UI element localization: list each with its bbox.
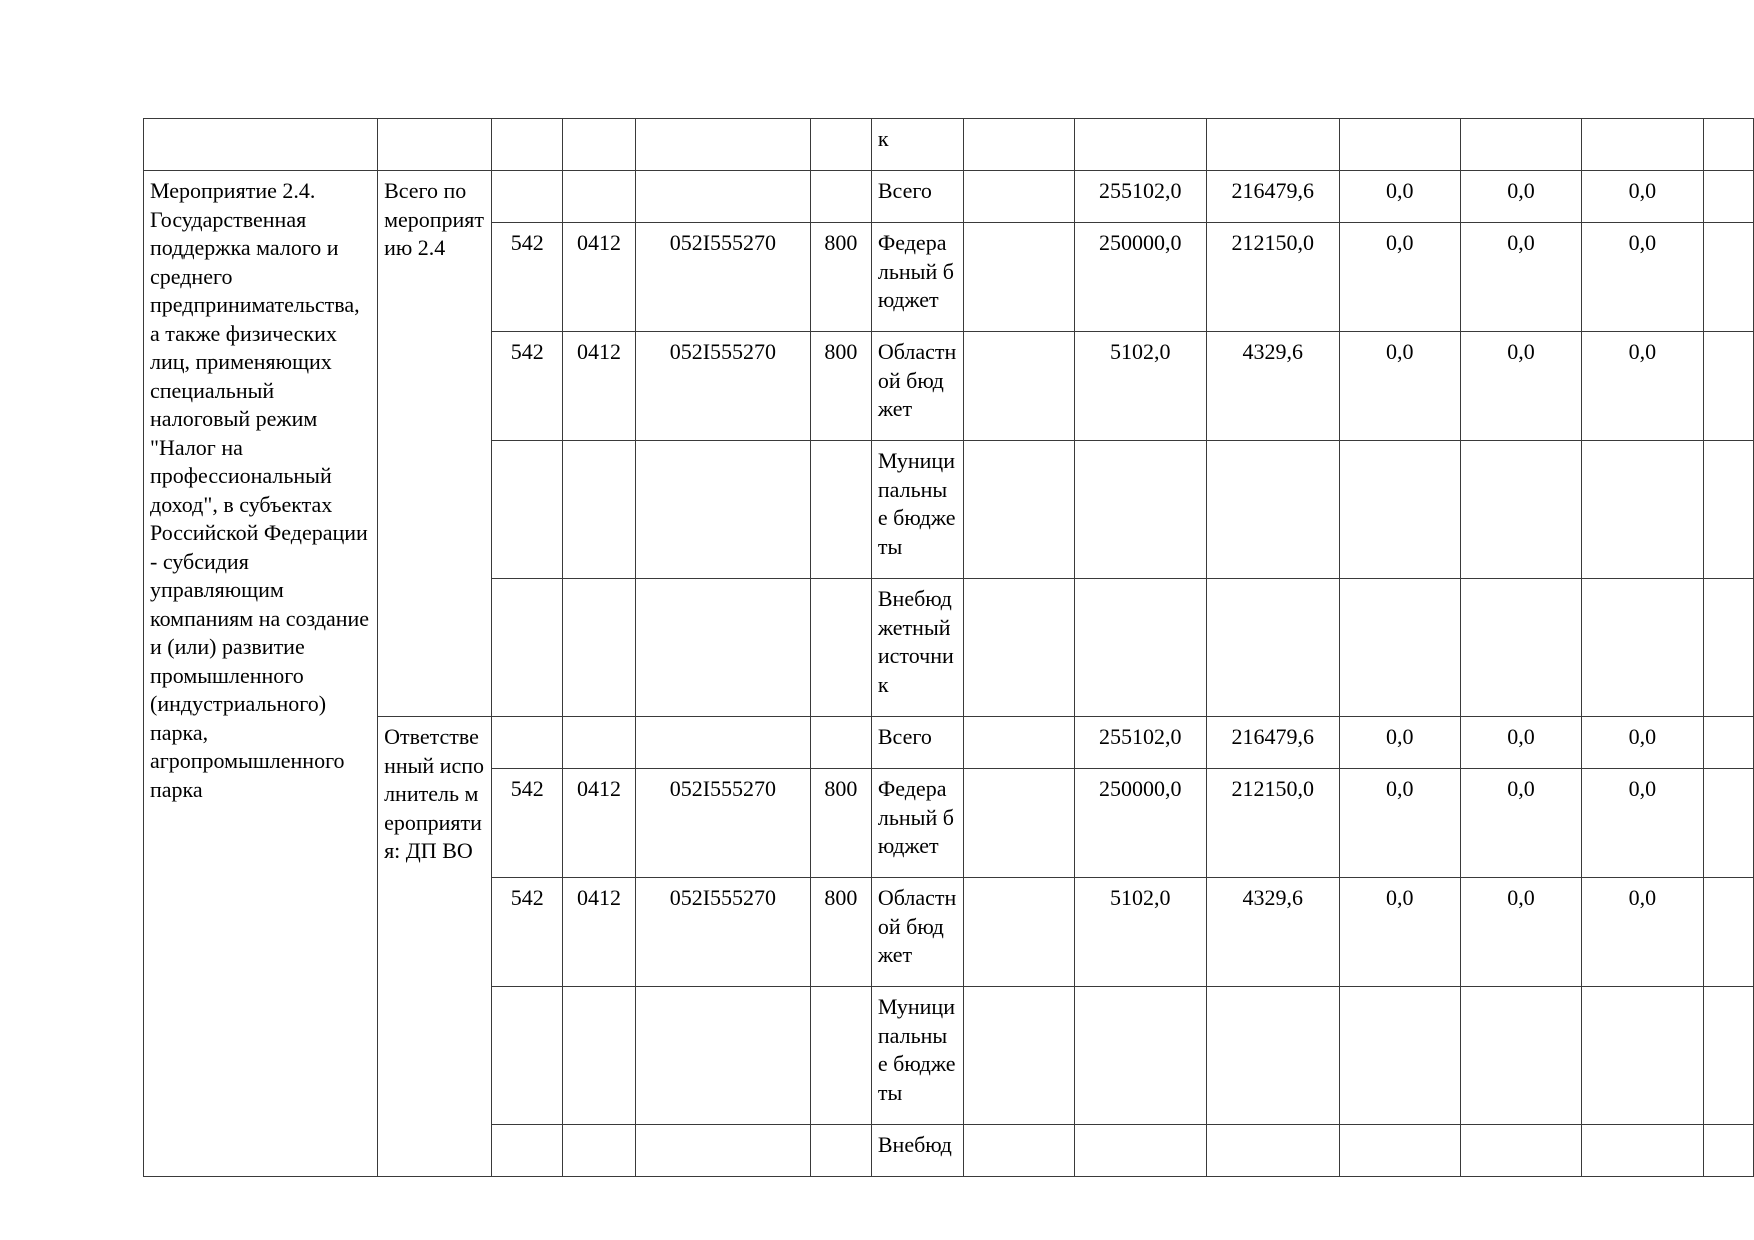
cell xyxy=(963,119,1074,171)
cell xyxy=(1703,717,1754,769)
grbs-cell xyxy=(492,1125,563,1177)
source-cell: Областной бюджет xyxy=(871,332,963,441)
grbs-cell xyxy=(492,717,563,769)
blank-cell xyxy=(963,579,1074,717)
value-cell: 0,0 xyxy=(1460,223,1581,332)
value-cell: 5102,0 xyxy=(1074,332,1207,441)
value-cell: 0,0 xyxy=(1460,171,1581,223)
measure-name-cell: Мероприятие 2.4. Государственная поддержка малого и среднего предпринимательства, а также физических лиц, применяющих специальный налоговый режим "Налог на профессиональный доход", в субъектах Российской Федерации - субсидия управляющим компаниям на создание и (или) развитие промышленного (индустриального) парка, агропромышленного парка xyxy=(144,171,378,1177)
rzpr-cell: 0412 xyxy=(563,223,636,332)
blank-cell xyxy=(963,332,1074,441)
table-row xyxy=(144,717,1754,769)
csr-cell: 052I555270 xyxy=(635,332,810,441)
grbs-cell xyxy=(492,579,563,717)
value-cell xyxy=(1582,579,1703,717)
blank-cell xyxy=(963,171,1074,223)
value-cell xyxy=(1460,987,1581,1125)
value-cell: 216479,6 xyxy=(1207,171,1340,223)
rzpr-cell xyxy=(563,1125,636,1177)
value-cell: 0,0 xyxy=(1582,171,1703,223)
rzpr-cell: 0412 xyxy=(563,332,636,441)
value-cell: 4329,6 xyxy=(1207,878,1340,987)
value-cell: 250000,0 xyxy=(1074,769,1207,878)
grbs-cell: 542 xyxy=(492,223,563,332)
rzpr-cell xyxy=(563,579,636,717)
table-row xyxy=(144,119,1754,171)
cell xyxy=(1703,987,1754,1125)
csr-cell xyxy=(635,579,810,717)
value-cell: 212150,0 xyxy=(1207,769,1340,878)
source-cell: Областной бюджет xyxy=(871,878,963,987)
value-cell: 216479,6 xyxy=(1207,717,1340,769)
csr-cell xyxy=(635,441,810,579)
value-cell xyxy=(1339,579,1460,717)
value-cell: 0,0 xyxy=(1582,717,1703,769)
value-cell xyxy=(1460,441,1581,579)
cell xyxy=(563,119,636,171)
cell xyxy=(1703,878,1754,987)
value-cell xyxy=(1074,441,1207,579)
value-cell xyxy=(1339,987,1460,1125)
grbs-cell xyxy=(492,441,563,579)
source-cell: Внебюд xyxy=(871,1125,963,1177)
source-cell: Всего xyxy=(871,171,963,223)
rzpr-cell: 0412 xyxy=(563,769,636,878)
vr-cell xyxy=(810,441,871,579)
rzpr-cell: 0412 xyxy=(563,878,636,987)
table-row xyxy=(144,171,1754,223)
value-cell: 212150,0 xyxy=(1207,223,1340,332)
value-cell: 255102,0 xyxy=(1074,171,1207,223)
source-cell: Всего xyxy=(871,717,963,769)
cell xyxy=(1703,171,1754,223)
value-cell xyxy=(1207,441,1340,579)
value-cell: 0,0 xyxy=(1460,878,1581,987)
budget-table xyxy=(143,118,1754,1177)
value-cell xyxy=(1582,441,1703,579)
value-cell: 0,0 xyxy=(1339,223,1460,332)
group-label-cell: Всего по мероприятию 2.4 xyxy=(378,171,492,717)
vr-cell xyxy=(810,171,871,223)
cell xyxy=(1207,119,1340,171)
vr-cell xyxy=(810,579,871,717)
source-cell: Федеральный бюджет xyxy=(871,769,963,878)
grbs-cell: 542 xyxy=(492,769,563,878)
value-cell xyxy=(1460,579,1581,717)
cell xyxy=(144,119,378,171)
value-cell xyxy=(1074,579,1207,717)
value-cell: 0,0 xyxy=(1339,878,1460,987)
value-cell: 0,0 xyxy=(1460,717,1581,769)
value-cell: 0,0 xyxy=(1339,769,1460,878)
grbs-cell xyxy=(492,171,563,223)
value-cell xyxy=(1460,1125,1581,1177)
value-cell xyxy=(1074,1125,1207,1177)
value-cell: 0,0 xyxy=(1460,769,1581,878)
vr-cell xyxy=(810,987,871,1125)
vr-cell: 800 xyxy=(810,223,871,332)
value-cell xyxy=(1339,1125,1460,1177)
cell xyxy=(1074,119,1207,171)
source-cell: Муниципальные бюджеты xyxy=(871,987,963,1125)
csr-cell xyxy=(635,987,810,1125)
cell xyxy=(1339,119,1460,171)
value-cell: 255102,0 xyxy=(1074,717,1207,769)
csr-cell xyxy=(635,717,810,769)
blank-cell xyxy=(963,717,1074,769)
cell xyxy=(1703,223,1754,332)
csr-cell xyxy=(635,1125,810,1177)
csr-cell: 052I555270 xyxy=(635,223,810,332)
source-cell: Муниципальные бюджеты xyxy=(871,441,963,579)
vr-cell: 800 xyxy=(810,878,871,987)
value-cell: 0,0 xyxy=(1339,332,1460,441)
cell xyxy=(1460,119,1581,171)
blank-cell xyxy=(963,441,1074,579)
value-cell xyxy=(1207,987,1340,1125)
value-cell: 4329,6 xyxy=(1207,332,1340,441)
value-cell xyxy=(1339,441,1460,579)
value-cell xyxy=(1582,987,1703,1125)
rzpr-cell xyxy=(563,441,636,579)
value-cell: 250000,0 xyxy=(1074,223,1207,332)
value-cell xyxy=(1207,1125,1340,1177)
cell xyxy=(378,119,492,171)
rzpr-cell xyxy=(563,987,636,1125)
value-cell: 0,0 xyxy=(1460,332,1581,441)
grbs-cell: 542 xyxy=(492,878,563,987)
value-cell: 0,0 xyxy=(1582,769,1703,878)
group-label-cell: Ответственный исполнитель мероприятия: ДП ВО xyxy=(378,717,492,1177)
source-cell: Внебюджетный источник xyxy=(871,579,963,717)
vr-cell: 800 xyxy=(810,332,871,441)
blank-cell xyxy=(963,223,1074,332)
rzpr-cell xyxy=(563,717,636,769)
cell xyxy=(1703,441,1754,579)
cell xyxy=(635,119,810,171)
value-cell: 0,0 xyxy=(1582,878,1703,987)
cell xyxy=(1582,119,1703,171)
blank-cell xyxy=(963,769,1074,878)
csr-cell: 052I555270 xyxy=(635,769,810,878)
blank-cell xyxy=(963,987,1074,1125)
cell xyxy=(492,119,563,171)
source-cell: Федеральный бюджет xyxy=(871,223,963,332)
value-cell xyxy=(1582,1125,1703,1177)
value-cell: 0,0 xyxy=(1339,171,1460,223)
vr-cell xyxy=(810,717,871,769)
vr-cell: 800 xyxy=(810,769,871,878)
grbs-cell xyxy=(492,987,563,1125)
cell xyxy=(1703,769,1754,878)
value-cell: 0,0 xyxy=(1582,332,1703,441)
source-cell: к xyxy=(871,119,963,171)
cell xyxy=(810,119,871,171)
vr-cell xyxy=(810,1125,871,1177)
csr-cell: 052I555270 xyxy=(635,878,810,987)
value-cell: 5102,0 xyxy=(1074,878,1207,987)
csr-cell xyxy=(635,171,810,223)
value-cell: 0,0 xyxy=(1339,717,1460,769)
value-cell xyxy=(1074,987,1207,1125)
value-cell: 0,0 xyxy=(1582,223,1703,332)
grbs-cell: 542 xyxy=(492,332,563,441)
blank-cell xyxy=(963,878,1074,987)
blank-cell xyxy=(963,1125,1074,1177)
cell xyxy=(1703,579,1754,717)
cell xyxy=(1703,332,1754,441)
cell xyxy=(1703,1125,1754,1177)
cell xyxy=(1703,119,1754,171)
rzpr-cell xyxy=(563,171,636,223)
value-cell xyxy=(1207,579,1340,717)
